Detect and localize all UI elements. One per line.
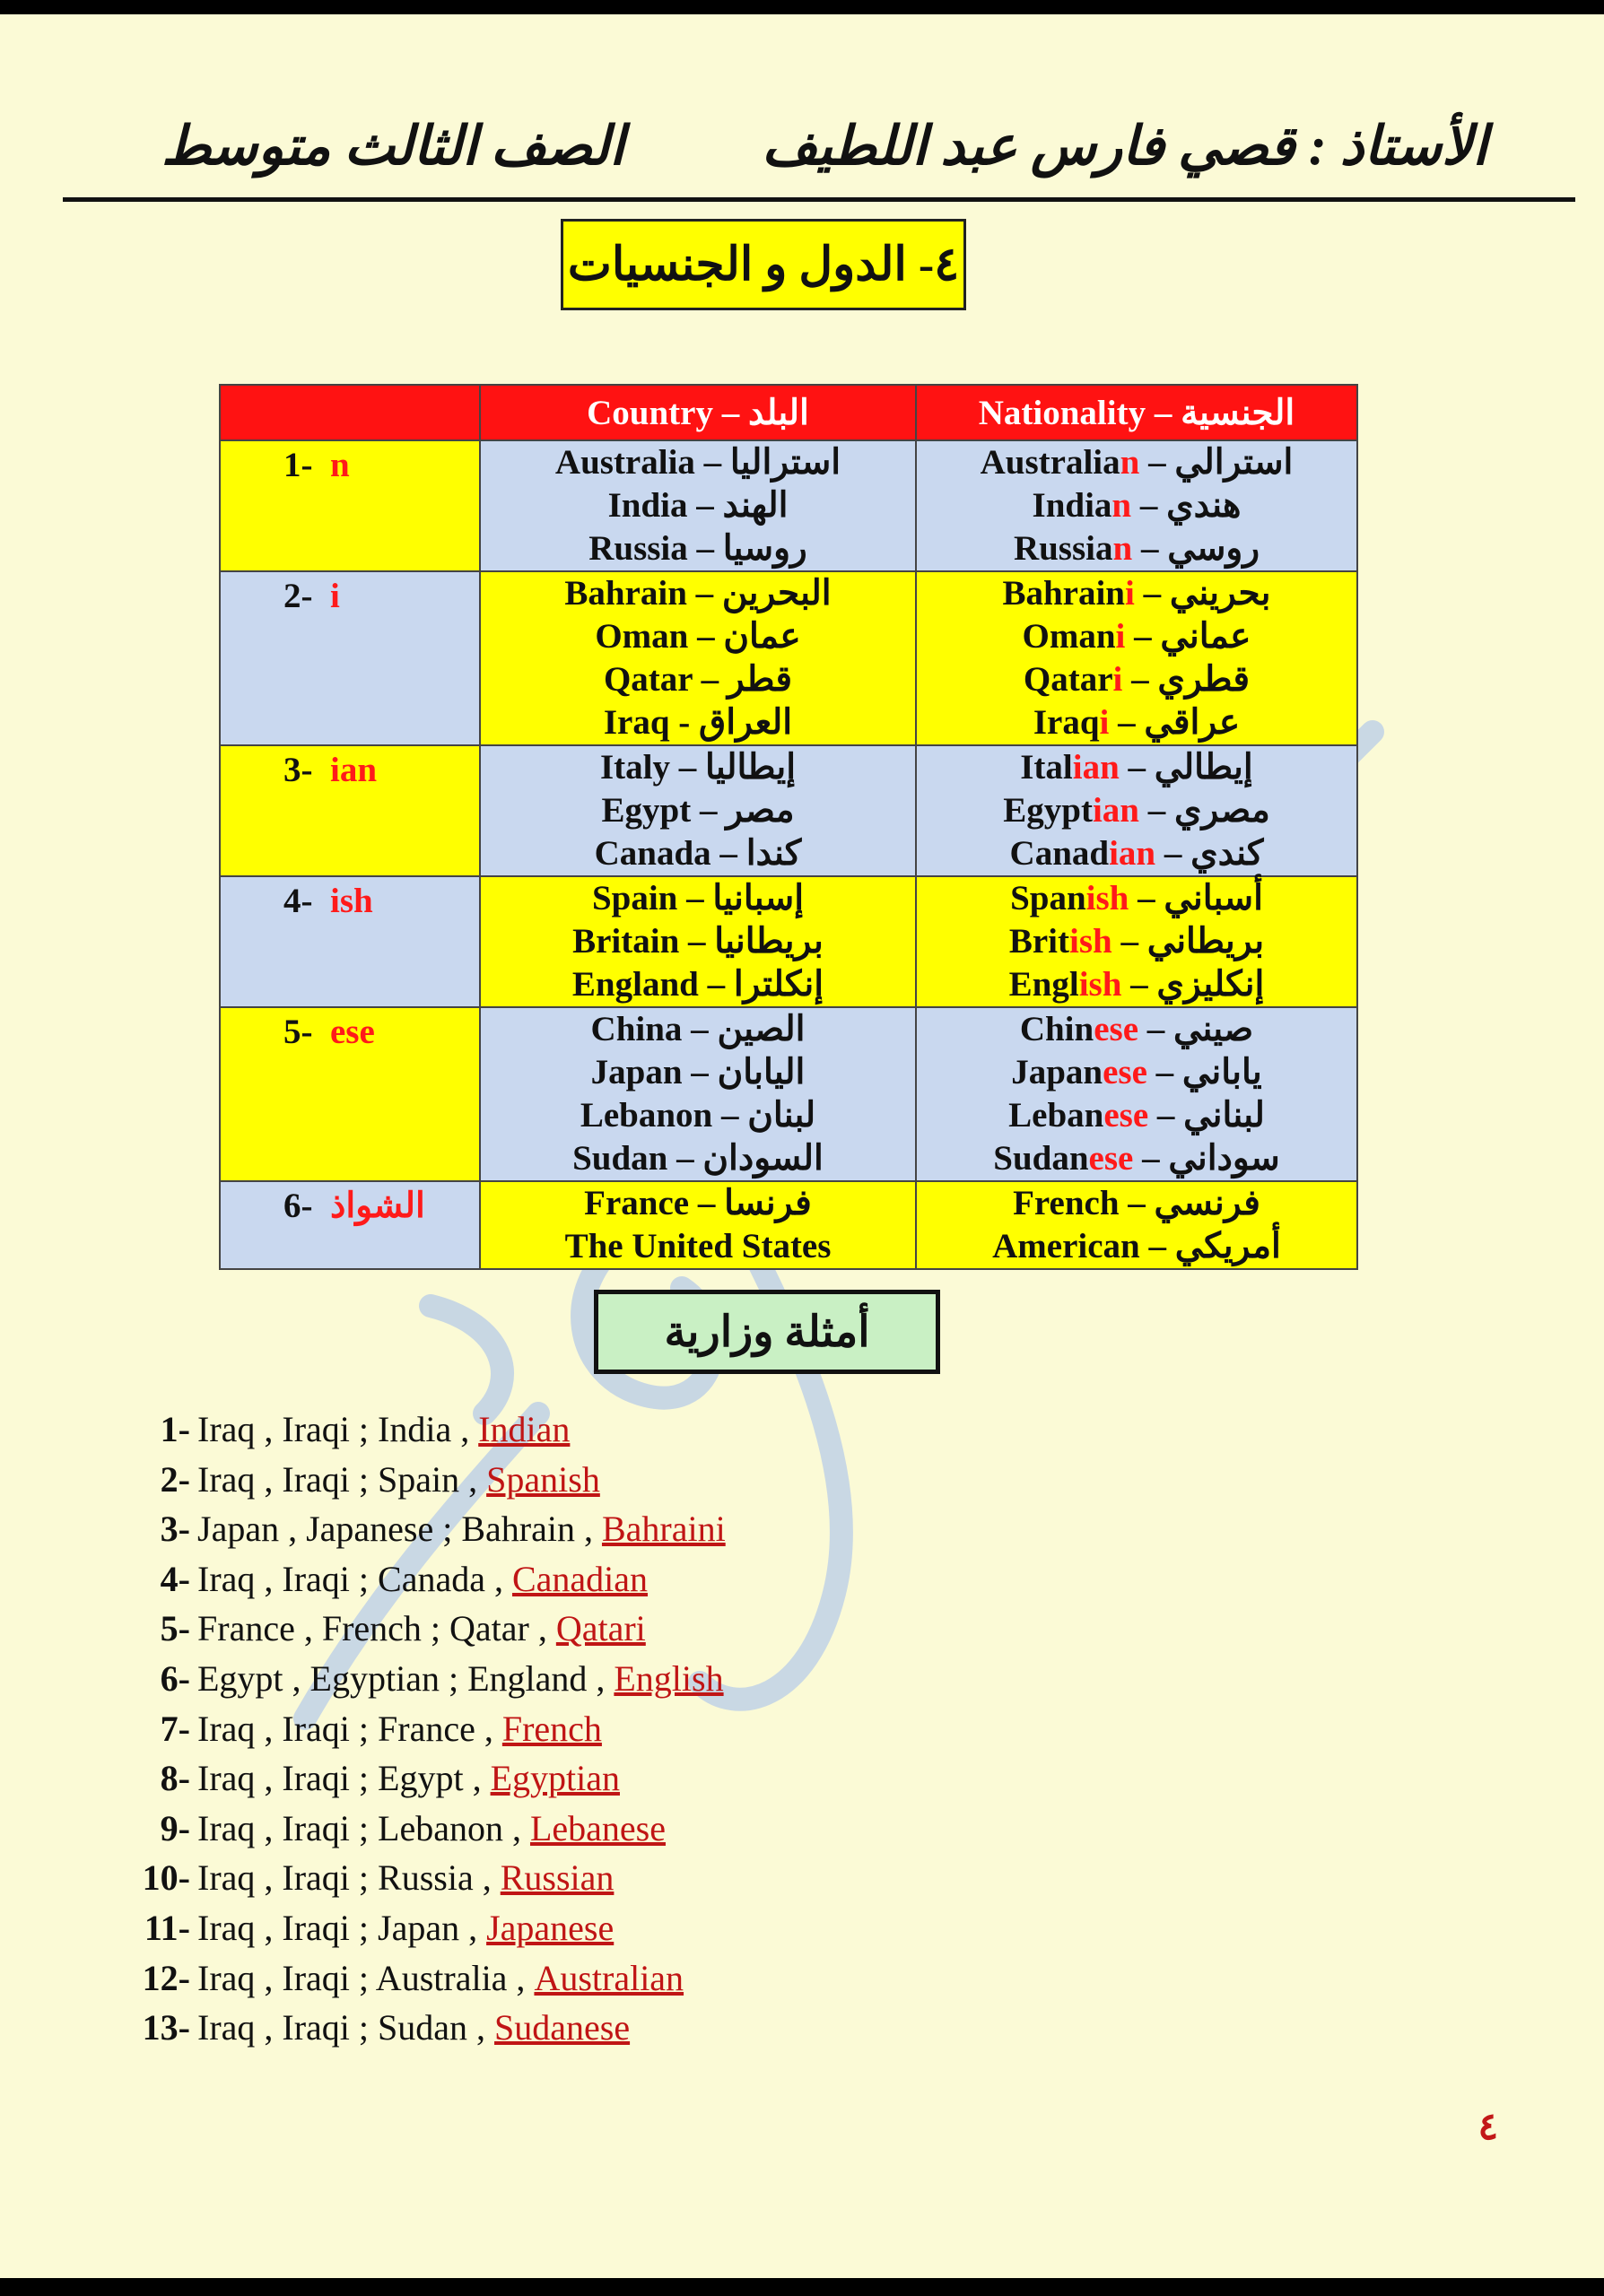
country-name: Russia – روسيا [588, 529, 807, 568]
example-item [133, 1405, 726, 1455]
group-number: 2- [283, 577, 313, 615]
country-name: Australia – استراليا [554, 443, 841, 482]
nationality-arabic: – أسباني [1129, 879, 1263, 918]
group-number: 1- [283, 446, 313, 484]
example-question: Iraq , Iraqi ; Russia , [197, 1857, 492, 1899]
example-answer: Spanish [486, 1458, 600, 1500]
example-number: 12- [142, 1957, 190, 1998]
header-divider [63, 197, 1575, 202]
nationalities-table [219, 384, 1358, 1270]
nationality-suffix: ish [1068, 922, 1112, 961]
nationality-base: Brit [1008, 922, 1069, 961]
nationality-cell [916, 876, 1357, 1007]
nationality-name [917, 701, 1356, 744]
nationality-suffix: i [1112, 660, 1123, 699]
example-answer: Bahraini [601, 1509, 726, 1550]
table-row [220, 745, 1357, 876]
nationality-base: Canad [1009, 834, 1110, 873]
nationality-suffix: ian [1092, 791, 1139, 830]
example-item [133, 1853, 726, 1903]
table-row [220, 440, 1357, 571]
example-number: 2- [160, 1458, 190, 1500]
nationality-name [917, 441, 1356, 484]
example-item [133, 1804, 726, 1854]
country-name: China – الصين [590, 1010, 806, 1048]
nationality-name [917, 746, 1356, 789]
nationality-name [917, 658, 1356, 701]
nationality-arabic: – بحريني [1134, 574, 1271, 613]
example-number: 11- [144, 1907, 190, 1948]
example-item [133, 1903, 726, 1953]
example-item [133, 1953, 726, 2004]
example-question: Iraq , Iraqi ; Spain , [197, 1458, 478, 1500]
group-number: 5- [283, 1013, 313, 1051]
example-answer: Japanese [486, 1907, 615, 1948]
nationality-base: Japan [1011, 1053, 1103, 1091]
nationality-suffix: i [1099, 703, 1110, 742]
example-question: Egypt , Egyptian ; England , [197, 1657, 606, 1699]
nationality-name [917, 789, 1356, 832]
example-number: 1- [160, 1409, 190, 1449]
example-number: 5- [160, 1608, 190, 1649]
country-cell [480, 1181, 916, 1269]
nationality-base: American – أمريكي [992, 1227, 1281, 1265]
example-question: France , French ; Qatar , [197, 1608, 547, 1649]
country-cell [480, 876, 916, 1007]
nationality-base: Ital [1020, 748, 1073, 787]
nationality-arabic: – ياباني [1146, 1053, 1262, 1091]
country-name: Oman – عمان [595, 617, 801, 656]
country-name: Bahrain – البحرين [564, 574, 832, 613]
nationality-name [917, 877, 1356, 920]
country-cell [480, 745, 916, 876]
nationality-base: Engl [1008, 965, 1079, 1004]
nationality-name [917, 920, 1356, 963]
nationality-arabic: – إيطالي [1119, 748, 1253, 787]
example-number: 6- [160, 1657, 190, 1699]
example-item [133, 1654, 726, 1704]
nationality-suffix: ese [1094, 1010, 1139, 1048]
table-row [220, 571, 1357, 745]
nationality-base: Oman [1022, 617, 1116, 656]
country-name: England – إنكلترا [571, 965, 824, 1004]
country-name: Britain – بريطانيا [572, 922, 824, 961]
example-answer: Lebanese [529, 1807, 666, 1848]
country-name: Spain – إسبانيا [591, 879, 805, 918]
example-answer: Russian [500, 1857, 615, 1899]
example-question: Iraq , Iraqi ; Lebanon , [197, 1807, 521, 1848]
country-cell [480, 1007, 916, 1181]
nationality-arabic: – سوداني [1133, 1139, 1280, 1178]
example-number: 7- [160, 1708, 190, 1749]
example-answer: Australian [534, 1957, 684, 1998]
nationality-name [917, 1182, 1356, 1225]
nationality-name [917, 1225, 1356, 1268]
nationality-suffix: ian [1109, 834, 1156, 873]
suffix-cell [220, 440, 480, 571]
header-blank [220, 385, 480, 440]
country-name: Qatar – قطر [603, 660, 793, 699]
suffix-cell [220, 571, 480, 745]
table-row [220, 1181, 1357, 1269]
grade-label: الصف الثالث متوسط [161, 117, 625, 176]
country-name: France – فرنسا [584, 1184, 812, 1222]
example-answer: Qatari [555, 1608, 646, 1649]
example-question: Iraq , Iraqi ; Australia , [197, 1957, 526, 1998]
nationality-arabic: – هندي [1131, 486, 1242, 525]
nationality-suffix: ish [1085, 879, 1129, 918]
nationality-name [917, 527, 1356, 570]
nationality-arabic: – روسي [1132, 529, 1260, 568]
country-name: Lebanon – لبنان [580, 1096, 816, 1135]
example-number: 4- [160, 1558, 190, 1599]
country-name: Japan – اليابان [590, 1053, 806, 1091]
example-answer: Canadian [511, 1558, 649, 1599]
example-answer: French [501, 1708, 602, 1749]
nationality-suffix: i [1115, 617, 1126, 656]
country-cell [480, 440, 916, 571]
example-item [133, 1554, 726, 1605]
document-page [0, 14, 1604, 2278]
nationality-name [917, 1137, 1356, 1180]
nationality-cell [916, 571, 1357, 745]
nationality-base: Bahrain [1002, 574, 1125, 613]
nationality-arabic: – إنكليزي [1121, 965, 1265, 1004]
nationality-base: Australia [980, 443, 1120, 482]
country-name: Canada – كندا [594, 834, 802, 873]
nationality-name [917, 1051, 1356, 1094]
nationality-arabic: – صيني [1138, 1010, 1254, 1048]
example-item [133, 1704, 726, 1754]
example-number: 3- [160, 1509, 190, 1550]
suffix-label: ian [330, 751, 378, 789]
suffix-cell [220, 876, 480, 1007]
suffix-label: الشواذ [330, 1187, 425, 1225]
example-answer: Egyptian [490, 1758, 620, 1799]
nationality-base: Egypt [1003, 791, 1093, 830]
example-question: Japan , Japanese ; Bahrain , [197, 1509, 593, 1550]
nationality-base: India [1032, 486, 1112, 525]
table-row [220, 1007, 1357, 1181]
suffix-label: ish [330, 882, 373, 920]
example-question: Iraq , Iraqi ; India , [197, 1409, 470, 1449]
nationality-base: Iraq [1033, 703, 1100, 742]
nationality-name [917, 572, 1356, 615]
nationality-arabic: – لبناني [1148, 1096, 1265, 1135]
example-question: Iraq , Iraqi ; Japan , [197, 1907, 478, 1948]
nationality-cell [916, 745, 1357, 876]
example-item [133, 1455, 726, 1505]
nationality-cell [916, 1181, 1357, 1269]
suffix-label: i [330, 577, 340, 615]
group-number: 4- [283, 882, 313, 920]
example-item [133, 1504, 726, 1554]
nationality-name [917, 832, 1356, 875]
nationality-arabic: – عماني [1125, 617, 1251, 656]
nationality-arabic: – مصري [1138, 791, 1270, 830]
nationality-suffix: ian [1072, 748, 1120, 787]
table-row [220, 876, 1357, 1007]
nationality-suffix: ese [1103, 1096, 1149, 1135]
nationality-base: Leban [1008, 1096, 1104, 1135]
nationality-arabic: – عراقي [1109, 703, 1241, 742]
group-number: 6- [283, 1187, 313, 1225]
example-item [133, 1753, 726, 1804]
suffix-cell [220, 1181, 480, 1269]
examples-list [133, 1405, 726, 2053]
example-item [133, 1604, 726, 1654]
example-answer: English [614, 1657, 724, 1699]
country-name: Italy – إيطاليا [599, 748, 797, 787]
nationality-arabic: – كندي [1155, 834, 1264, 873]
country-name: Sudan – السودان [572, 1139, 824, 1178]
nationality-suffix: n [1111, 486, 1132, 525]
nationality-name [917, 963, 1356, 1006]
nationality-suffix: i [1125, 574, 1135, 613]
example-item [133, 2003, 726, 2053]
group-number: 3- [283, 751, 313, 789]
teacher-name: الأستاذ : قصي فارس عبد اللطيف [762, 117, 1487, 176]
example-question: Iraq , Iraqi ; Egypt , [197, 1758, 482, 1799]
example-number: 9- [160, 1807, 190, 1848]
nationality-arabic: – بريطاني [1111, 922, 1265, 961]
nationality-name [917, 1008, 1356, 1051]
nationality-arabic: – استرالي [1139, 443, 1294, 482]
nationality-base: Qatar [1023, 660, 1113, 699]
nationality-name [917, 484, 1356, 527]
example-number: 10- [142, 1857, 190, 1899]
example-number: 13- [142, 2007, 190, 2048]
nationality-suffix: ish [1078, 965, 1122, 1004]
nationality-name [917, 615, 1356, 658]
example-question: Iraq , Iraqi ; France , [197, 1708, 493, 1749]
country-name: Iraq - العراق [603, 703, 793, 742]
nationality-base: Span [1010, 879, 1086, 918]
page-number: ٤ [1478, 2107, 1498, 2148]
header-country: Country – البلد [480, 385, 916, 440]
suffix-cell [220, 1007, 480, 1181]
example-question: Iraq , Iraqi ; Sudan , [197, 2007, 486, 2048]
nationality-base: Russia [1013, 529, 1113, 568]
section-title: ٤- الدول و الجنسيات [561, 219, 966, 310]
suffix-label: ese [330, 1013, 375, 1051]
nationality-arabic: – قطري [1122, 660, 1251, 699]
country-cell [480, 571, 916, 745]
example-number: 8- [160, 1758, 190, 1799]
country-name: The United States [564, 1227, 832, 1265]
nationality-name [917, 1094, 1356, 1137]
nationality-base: French – فرنسي [1013, 1184, 1260, 1222]
nationality-base: Chin [1019, 1010, 1094, 1048]
nationality-suffix: n [1120, 443, 1140, 482]
nationality-cell [916, 1007, 1357, 1181]
example-answer: Indian [478, 1409, 571, 1449]
suffix-label: n [330, 446, 350, 484]
country-name: Egypt – مصر [601, 791, 795, 830]
country-name: India – الهند [607, 486, 789, 525]
examples-title: أمثلة وزارية [594, 1290, 940, 1374]
table-header-row [220, 385, 1357, 440]
nationality-base: Sudan [993, 1139, 1089, 1178]
nationality-suffix: ese [1103, 1053, 1147, 1091]
example-question: Iraq , Iraqi ; Canada , [197, 1558, 503, 1599]
suffix-cell [220, 745, 480, 876]
nationality-suffix: ese [1088, 1139, 1134, 1178]
nationality-cell [916, 440, 1357, 571]
header-nationality: Nationality – الجنسية [916, 385, 1357, 440]
nationality-suffix: n [1112, 529, 1133, 568]
example-answer: Sudanese [494, 2007, 631, 2048]
